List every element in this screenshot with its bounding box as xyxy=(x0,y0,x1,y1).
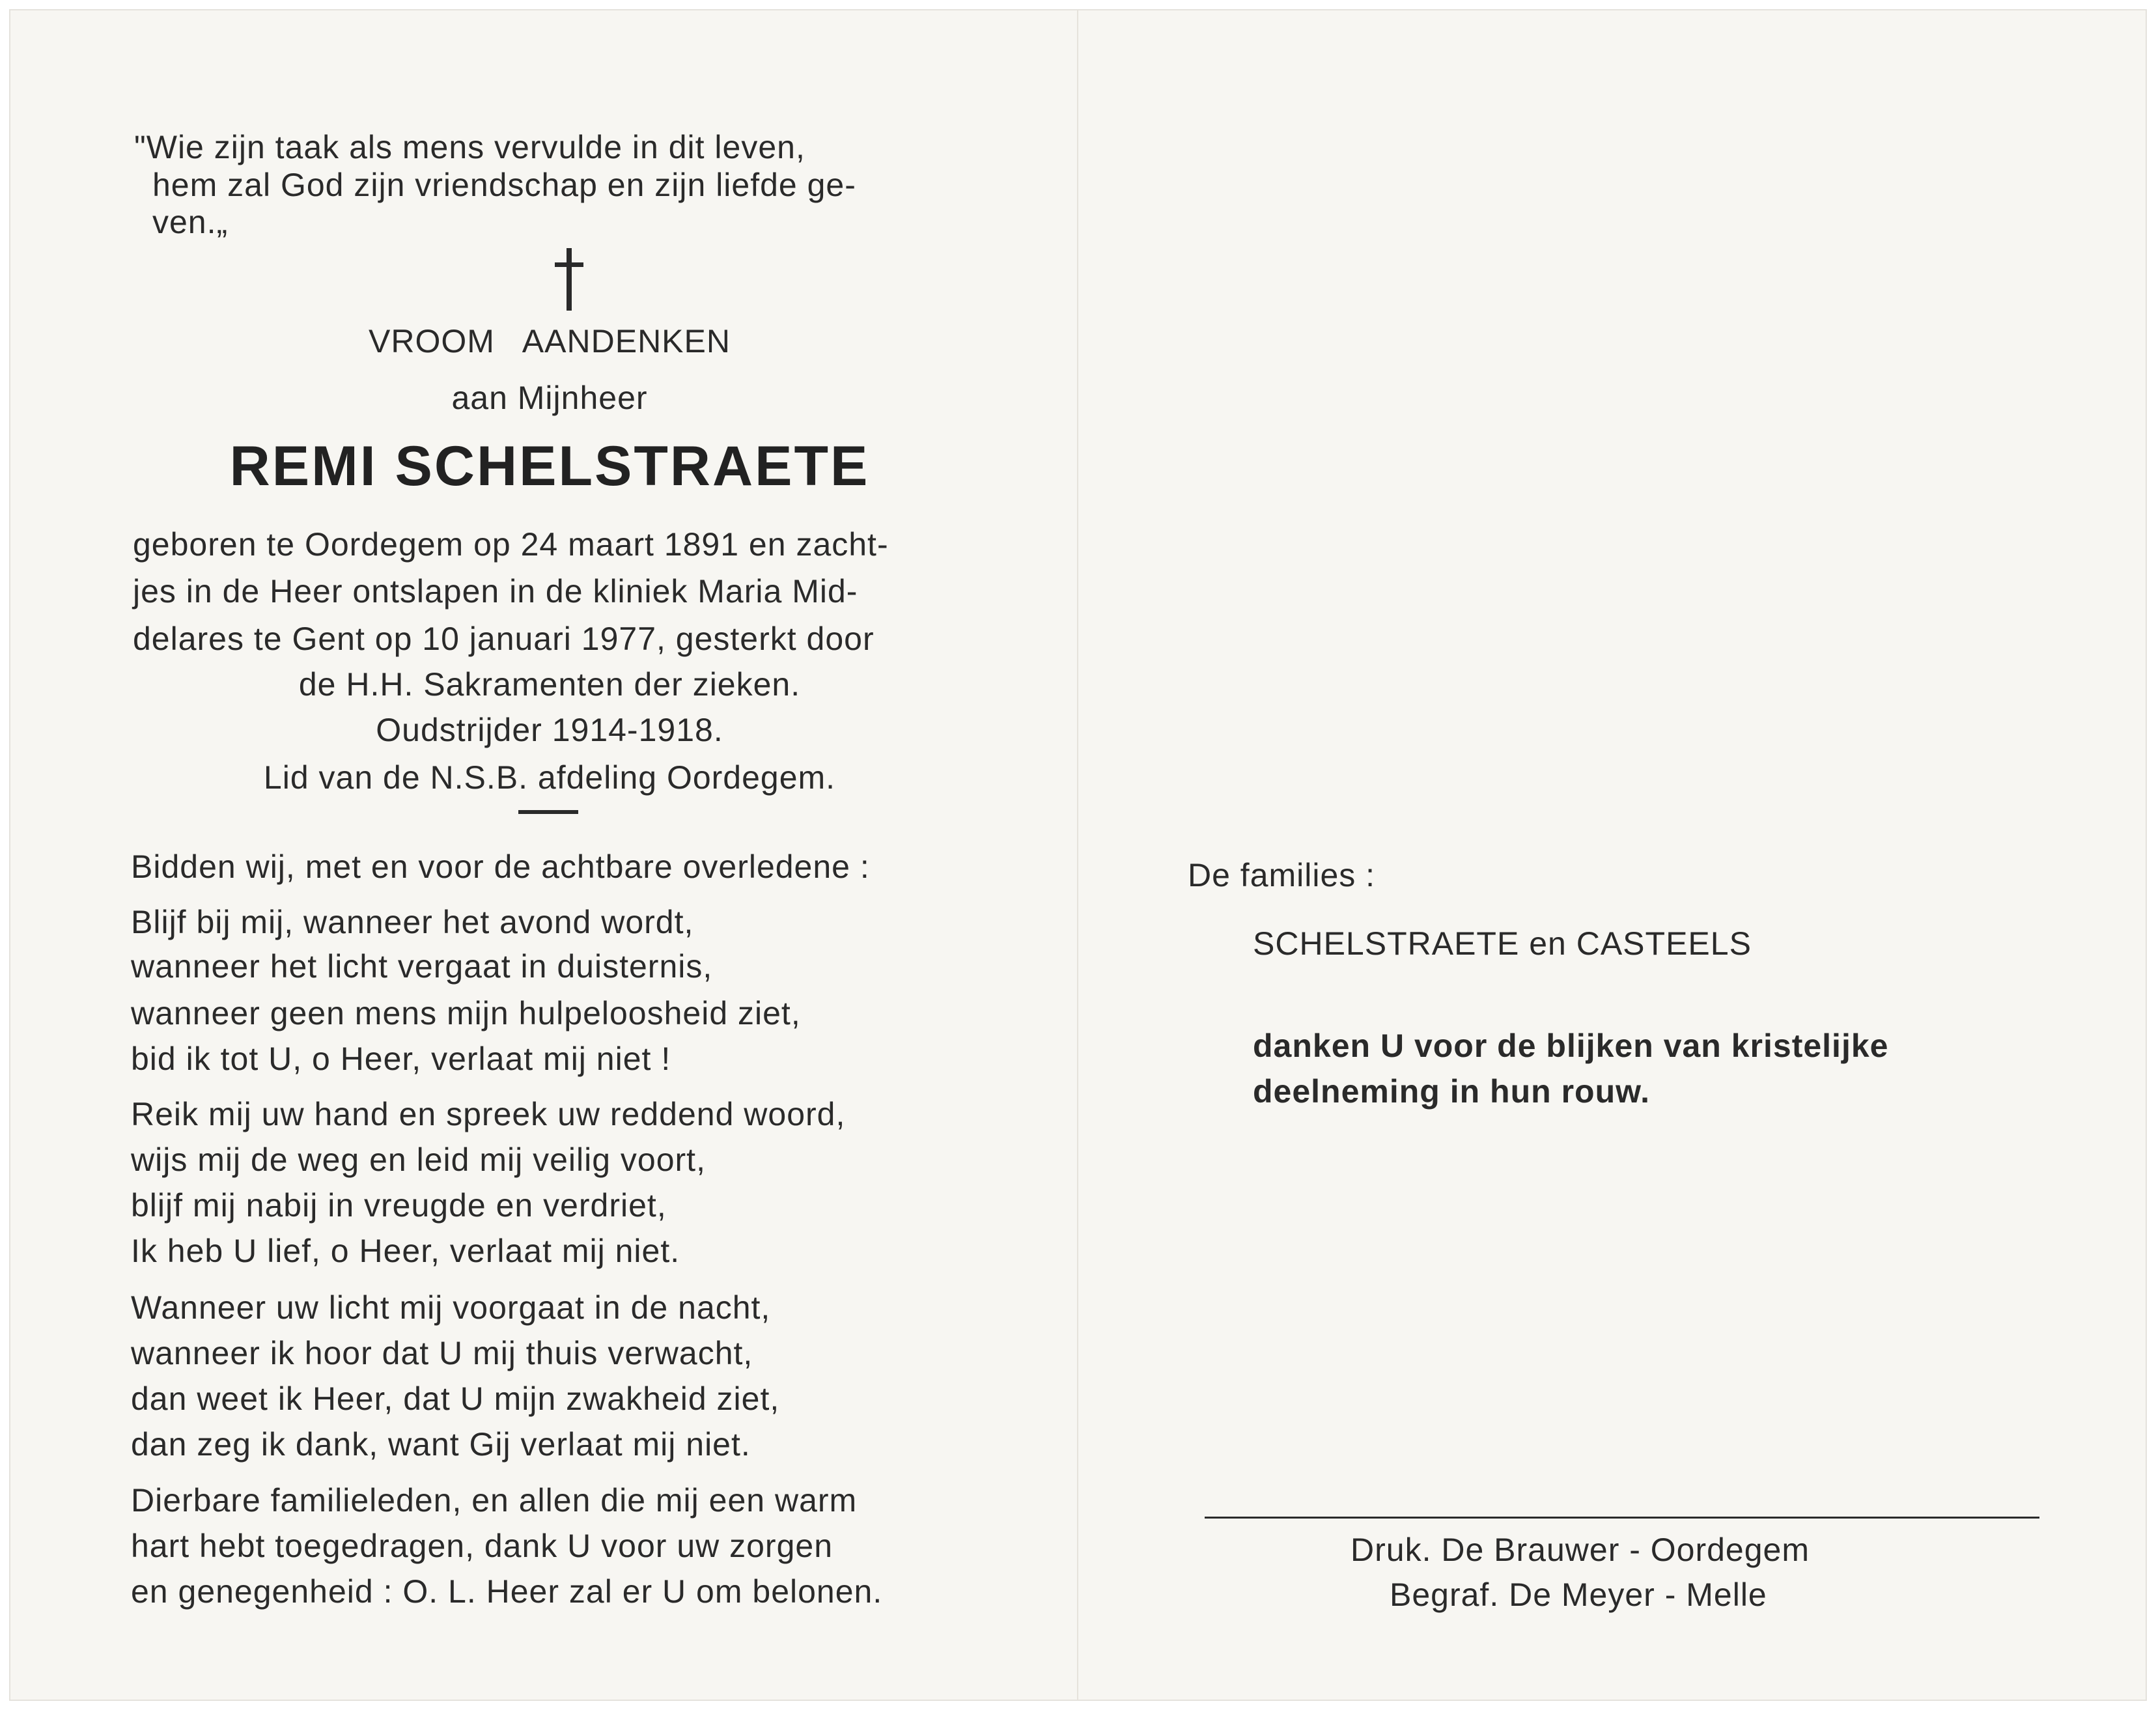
honorific: aan Mijnheer xyxy=(451,380,648,416)
deceased-name: REMI SCHELSTRAETE xyxy=(229,435,870,498)
prayer-line: wijs mij de weg en leid mij veilig voort, xyxy=(131,1142,706,1178)
bio-line-5: Oudstrijder 1914-1918. xyxy=(376,712,723,748)
quote-line-1: "Wie zijn taak als mens vervulde in dit leven, xyxy=(134,129,805,165)
prayer-line: bid ik tot U, o Heer, verlaat mij niet ! xyxy=(131,1041,671,1077)
thanks-line-2: deelneming in hun rouw. xyxy=(1253,1073,1651,1110)
bio-line-1: geboren te Oordegem op 24 maart 1891 en zacht- xyxy=(133,526,889,563)
bio-line-6: Lid van de N.S.B. afdeling Oordegem. xyxy=(263,759,836,796)
prayer-line: wanneer ik hoor dat U mij thuis verwacht, xyxy=(131,1335,753,1371)
heading: VROOM AANDENKEN xyxy=(369,323,731,359)
families-label: De families : xyxy=(1188,857,1376,893)
prayer-line: dan weet ik Heer, dat U mijn zwakheid ziet, xyxy=(131,1381,780,1417)
bio-line-2: jes in de Heer ontslapen in de kliniek Maria Mid- xyxy=(133,573,858,610)
bio-line-4: de H.H. Sakramenten der zieken. xyxy=(298,666,801,703)
thanks-line-1: danken U voor de blijken van kristelijke xyxy=(1253,1028,1889,1064)
prayer-line: Dierbare familieleden, en allen die mij een warm xyxy=(131,1482,858,1519)
prayer-intro: Bidden wij, met en voor de achtbare overledene : xyxy=(131,848,870,885)
prayer-line: dan zeg ik dank, want Gij verlaat mij niet. xyxy=(131,1426,751,1463)
families-names: SCHELSTRAETE en CASTEELS xyxy=(1253,925,1752,962)
bio-line-3: delares te Gent op 10 januari 1977, gesterkt door xyxy=(133,621,875,657)
cross-icon xyxy=(551,247,587,312)
memorial-card xyxy=(9,9,2147,1701)
left-panel xyxy=(10,10,1077,1700)
footer-rule xyxy=(1205,1517,2039,1519)
prayer-line: Blijf bij mij, wanneer het avond wordt, xyxy=(131,904,694,940)
prayer-line: wanneer het licht vergaat in duisternis, xyxy=(131,948,713,985)
prayer-line: blijf mij nabij in vreugde en verdriet, xyxy=(131,1187,667,1224)
undertaker-credit: Begraf. De Meyer - Melle xyxy=(1390,1577,1767,1613)
prayer-line: Ik heb U lief, o Heer, verlaat mij niet. xyxy=(131,1233,680,1269)
quote-line-3: ven.„ xyxy=(152,204,229,240)
printer-credit: Druk. De Brauwer - Oordegem xyxy=(1351,1532,1810,1568)
prayer-line: wanneer geen mens mijn hulpeloosheid ziet, xyxy=(131,995,801,1031)
quote-line-2: hem zal God zijn vriendschap en zijn liefde ge- xyxy=(152,167,856,203)
prayer-line: hart hebt toegedragen, dank U voor uw zorgen xyxy=(131,1528,833,1564)
separator xyxy=(518,810,578,814)
prayer-line: Wanneer uw licht mij voorgaat in de nacht, xyxy=(131,1289,771,1326)
prayer-line: en genegenheid : O. L. Heer zal er U om belonen. xyxy=(131,1573,883,1610)
prayer-line: Reik mij uw hand en spreek uw reddend woord, xyxy=(131,1096,846,1132)
right-panel xyxy=(1078,10,2148,1700)
